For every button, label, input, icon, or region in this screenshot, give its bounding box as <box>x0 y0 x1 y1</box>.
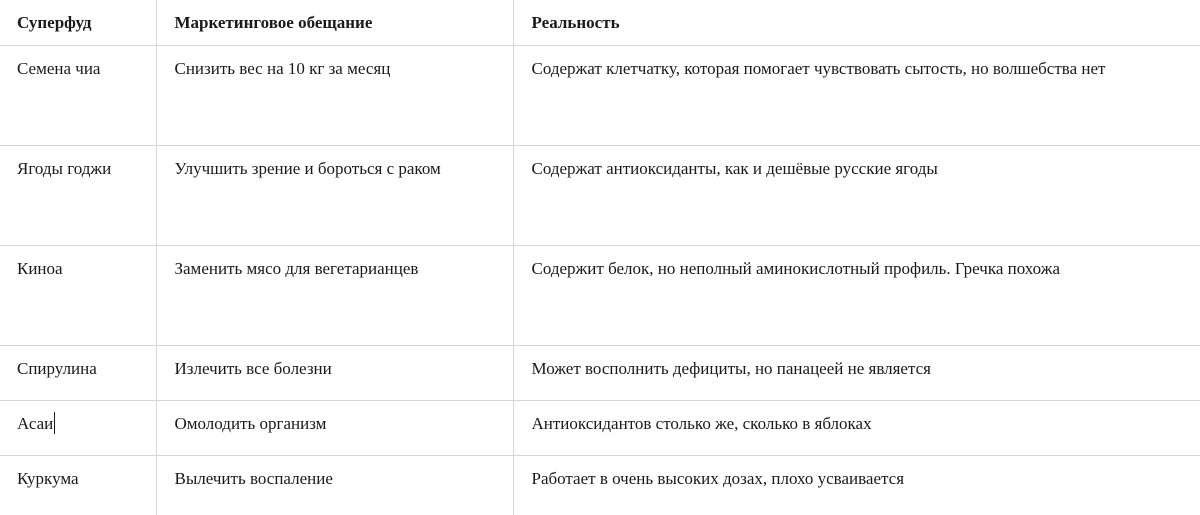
table-row <box>0 346 1200 401</box>
table-row <box>0 46 1200 146</box>
header-marketing-promise[interactable]: Маркетинговое обещание <box>156 0 513 46</box>
header-superfood[interactable]: Суперфуд <box>0 0 156 46</box>
cell-superfood-active[interactable] <box>0 401 156 456</box>
cell-promise[interactable]: Излечить все болезни <box>156 346 513 401</box>
cell-superfood[interactable]: Куркума <box>17 469 79 488</box>
cell-reality[interactable]: Работает в очень высоких дозах, плохо усваивается <box>513 456 1200 515</box>
table-row <box>0 401 1200 456</box>
cell-promise[interactable]: Заменить мясо для вегетарианцев <box>156 246 513 346</box>
table-row <box>0 456 1200 515</box>
cell-reality[interactable]: Содержат клетчатку, которая помогает чувствовать сытость, но волшебства нет <box>513 46 1200 146</box>
table-row <box>0 146 1200 246</box>
cell-superfood-text: Асаи <box>17 414 54 433</box>
text-cursor <box>54 412 55 434</box>
cell-superfood[interactable]: Спирулина <box>0 346 156 401</box>
cell-reality[interactable]: Содержит белок, но неполный аминокислотный профиль. Гречка похожа <box>513 246 1200 346</box>
cell-reality[interactable]: Может восполнить дефициты, но панацеей не является <box>513 346 1200 401</box>
table-row <box>0 246 1200 346</box>
cell-superfood[interactable]: Киноа <box>0 246 156 346</box>
cell-promise[interactable]: Вылечить воспаление <box>156 456 513 515</box>
cell-superfood[interactable]: Ягоды годжи <box>0 146 156 246</box>
header-reality[interactable]: Реальность <box>513 0 1200 46</box>
cell-promise[interactable]: Улучшить зрение и бороться с раком <box>156 146 513 246</box>
cell-reality[interactable]: Антиоксидантов столько же, сколько в яблоках <box>513 401 1200 456</box>
cell-superfood[interactable]: Семена чиа <box>0 46 156 146</box>
cell-promise[interactable]: Снизить вес на 10 кг за месяц <box>156 46 513 146</box>
cell-reality[interactable]: Содержат антиоксиданты, как и дешёвые русские ягоды <box>513 146 1200 246</box>
table-header-row <box>0 0 1200 46</box>
cell-promise[interactable]: Омолодить организм <box>156 401 513 456</box>
